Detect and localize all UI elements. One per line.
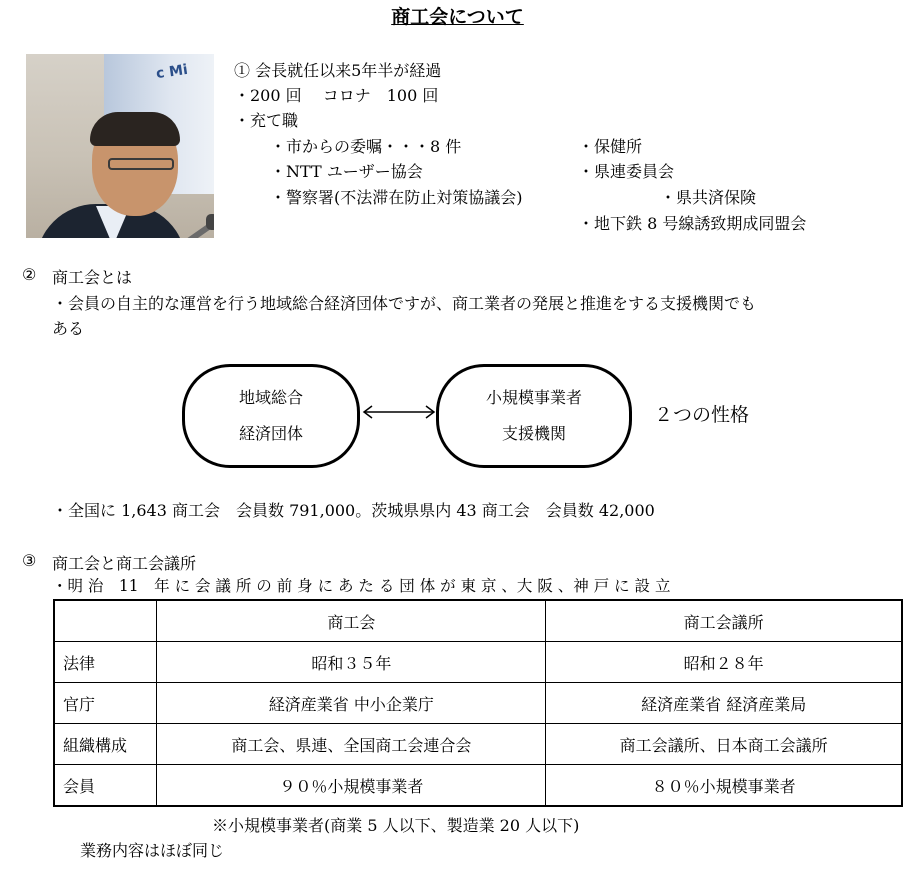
summary-line: 業務内容はほぼ同じ	[80, 841, 225, 860]
pill-text: 経済団体	[238, 424, 303, 443]
table-cell: ９０％小規模事業者	[157, 765, 546, 807]
row-label: 会員	[54, 765, 157, 807]
pill-text: 支援機関	[501, 424, 566, 443]
history-line: ・明 治 11 年 に 会 議 所 の 前 身 に あ た る 団 体 が 東 京 、大 阪 、神 戸 に 設 立	[52, 577, 671, 595]
table-row	[54, 683, 902, 724]
banner-text: c Mi	[155, 61, 189, 83]
footnote: ※小規模事業者(商業 5 人以下、製造業 20 人以下)	[212, 816, 580, 835]
row-label: 法律	[54, 642, 157, 683]
table-cell: 昭和２８年	[546, 642, 902, 683]
table-cell: ８０％小規模事業者	[546, 765, 902, 807]
table-cell	[54, 600, 157, 642]
pill-text: 小規模事業者	[485, 388, 582, 407]
row-label: 官庁	[54, 683, 157, 724]
stats-line: ・全国に 1,643 商工会 会員数 791,000。茨城県県内 43 商工会 会員数 42,000	[52, 501, 655, 520]
table-header-cell: 商工会	[157, 600, 546, 642]
description-line: ・会員の自主的な運営を行う地域総合経済団体ですが、商工業者の発展と推進をする支援機関でも	[52, 294, 757, 313]
description-line: ある	[52, 319, 85, 338]
section-number: ③	[22, 551, 37, 570]
post-item: ・警察署(不法滞在防止対策協議会)	[270, 188, 523, 207]
table-cell: 経済産業省 経済産業局	[546, 683, 902, 724]
support-org-pill	[436, 364, 632, 468]
table-header-cell: 商工会議所	[546, 600, 902, 642]
table-header-row	[54, 600, 902, 642]
post-item: ・NTT ユーザー協会	[270, 162, 423, 181]
microphone-icon	[206, 214, 214, 230]
pill-text: 地域総合	[238, 388, 303, 407]
table-cell: 経済産業省 中小企業庁	[157, 683, 546, 724]
meetings-line: ・200 回 コロナ 100 回	[234, 86, 439, 105]
posts-heading: ・充て職	[234, 111, 299, 130]
section-heading: 商工会と商工会議所	[52, 554, 197, 573]
post-item: ・市からの委嘱・・・8 件	[270, 137, 462, 156]
post-item: ・県共済保険	[660, 188, 757, 207]
double-arrow-icon	[362, 404, 436, 420]
table-cell: 商工会議所、日本商工会議所	[546, 724, 902, 765]
diagram-caption: ２つの性格	[654, 404, 750, 426]
comparison-table	[53, 599, 903, 807]
table-cell: 昭和３５年	[157, 642, 546, 683]
speaker-hair	[90, 112, 180, 146]
post-item: ・県連委員会	[578, 162, 675, 181]
speaker-glasses	[108, 158, 174, 170]
post-item: ・保健所	[578, 137, 643, 156]
row-label: 組織構成	[54, 724, 157, 765]
page-title: 商工会について	[391, 6, 524, 28]
table-cell: 商工会、県連、全国商工会連合会	[157, 724, 546, 765]
table-row	[54, 765, 902, 807]
table-row	[54, 724, 902, 765]
section-heading: 商工会とは	[52, 268, 133, 287]
speaker-photo	[26, 54, 214, 238]
regional-org-pill	[182, 364, 360, 468]
post-item: ・地下鉄 8 号線誘致期成同盟会	[578, 214, 807, 233]
term-line: ① 会長就任以来5年半が経過	[234, 61, 442, 80]
table-row	[54, 642, 902, 683]
section-number: ②	[22, 265, 37, 284]
